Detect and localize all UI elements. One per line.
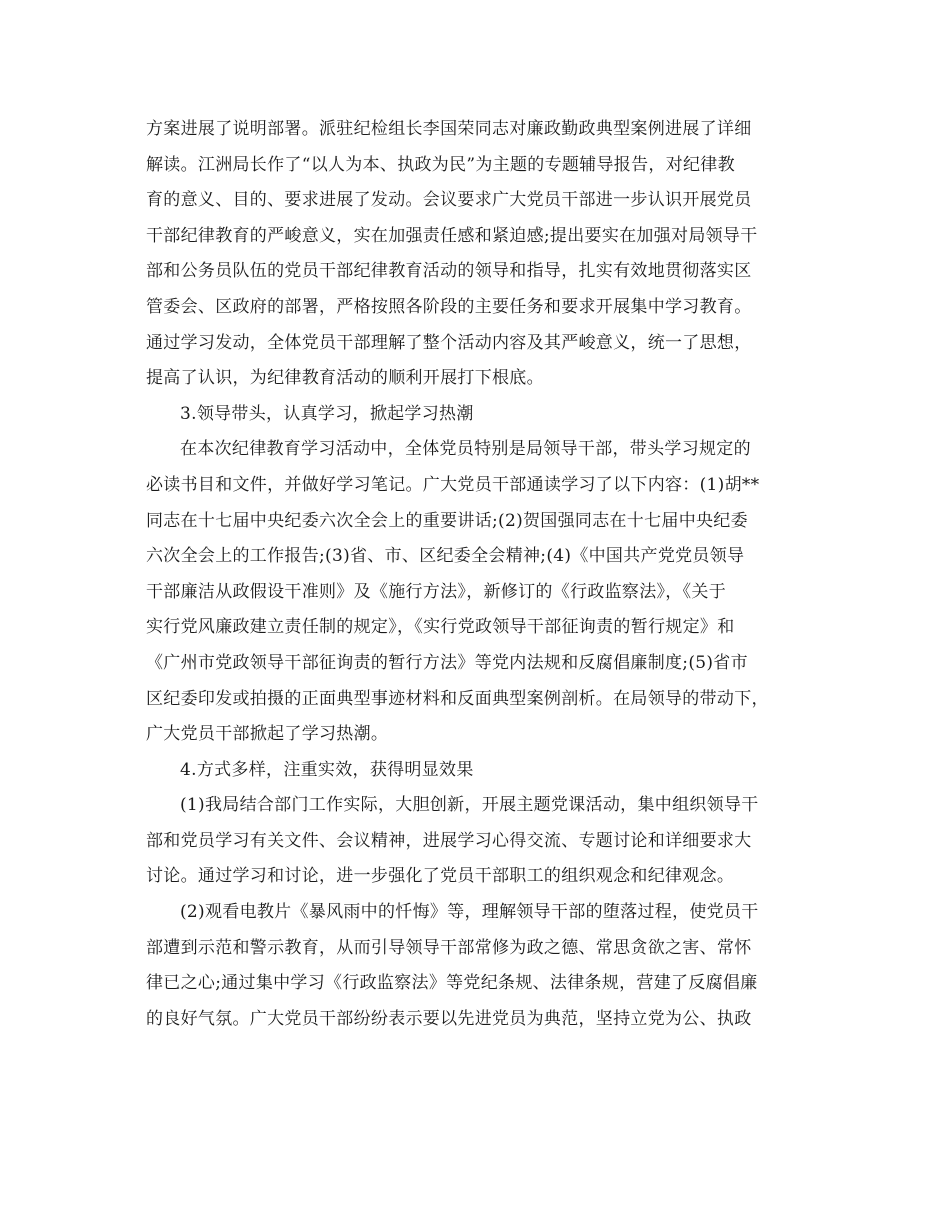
text-line: 同志在十七届中央纪委六次全会上的重要讲话;(2)贺国强同志在十七届中央纪委 — [146, 510, 748, 531]
section-heading-3 — [146, 397, 806, 433]
text-line: 必读书目和文件，并做好学习笔记。广大党员干部通读学习了以下内容：(1)胡** — [146, 474, 760, 495]
text-line: 育的意义、目的、要求进展了发动。会议要求广大党员干部进一步认识开展党员 — [146, 190, 752, 211]
heading-text: 3.领导带头，认真学习，掀起学习热潮 — [180, 403, 474, 424]
text-line: 《广州市党政领导干部征询责的暂行方法》等党内法规和反腐倡廉制度;(5)省市 — [146, 652, 748, 673]
text-line: 六次全会上的工作报告;(3)省、市、区纪委全会精神;(4)《中国共产党党员领导 — [146, 546, 745, 567]
text-line: 的良好气氛。广大党员干部纷纷表示要以先进党员为典范，坚持立党为公、执政 — [146, 1008, 752, 1029]
paragraph-video-education — [146, 895, 806, 1037]
heading-text: 4.方式多样，注重实效，获得明显效果 — [180, 759, 474, 780]
text-line: 方案进展了说明部署。派驻纪检组长李国荣同志对廉政勤政典型案例进展了详细 — [146, 119, 752, 139]
document-body — [146, 112, 806, 1037]
text-line: 讨论。通过学习和讨论，进一步强化了党员干部职工的组织观念和纪律观念。 — [146, 866, 735, 887]
paragraph-meeting-summary — [146, 112, 806, 397]
text-line: 提高了认识，为纪律教育活动的顺利开展打下根底。 — [146, 368, 544, 389]
text-line: 管委会、区政府的部署，严格按照各阶段的主要任务和要求开展集中学习教育。 — [146, 296, 752, 317]
text-line: 部遭到示范和警示教育，从而引导领导干部常修为政之德、常思贪欲之害、常怀 — [146, 937, 752, 958]
paragraph-study-content — [146, 432, 806, 752]
text-line: 干部廉洁从政假设干准则》及《施行方法》，新修订的《行政监察法》，《关于 — [146, 581, 726, 602]
text-line: 广大党员干部掀起了学习热潮。 — [146, 724, 389, 745]
text-line: 通过学习发动，全体党员干部理解了整个活动内容及其严峻意义，统一了思想， — [146, 332, 752, 353]
section-heading-4 — [146, 753, 806, 789]
text-line: 在本次纪律教育学习活动中，全体党员特别是局领导干部，带头学习规定的 — [180, 439, 751, 460]
text-line: 解读。江洲局长作了“以人为本、执政为民”为主题的专题辅导报告，对纪律教 — [146, 154, 735, 175]
text-line: 律已之心;通过集中学习《行政监察法》等党纪条规、法律条规，营建了反腐倡廉 — [146, 973, 758, 994]
text-line: 干部纪律教育的严峻意义，实在加强责任感和紧迫感;提出要实在加强对局领导干 — [146, 225, 758, 246]
text-line: (2)观看电教片《暴风雨中的忏悔》等，理解领导干部的堕落过程，使党员干 — [180, 902, 759, 923]
text-line: 实行党风廉政建立责任制的规定》，《实行党政领导干部征询责的暂行规定》和 — [146, 617, 735, 638]
paragraph-innovation — [146, 788, 806, 895]
text-line: (1)我局结合部门工作实际，大胆创新，开展主题党课活动，集中组织领导干 — [180, 795, 759, 816]
text-line: 部和党员学习有关文件、会议精神，进展学习心得交流、专题讨论和详细要求大 — [146, 830, 752, 851]
text-line: 区纪委印发或拍摄的正面典型事迹材料和反面典型案例剖析。在局领导的带动下， — [146, 688, 769, 709]
text-line: 部和公务员队伍的党员干部纪律教育活动的领导和指导，扎实有效地贯彻落实区 — [146, 261, 752, 282]
